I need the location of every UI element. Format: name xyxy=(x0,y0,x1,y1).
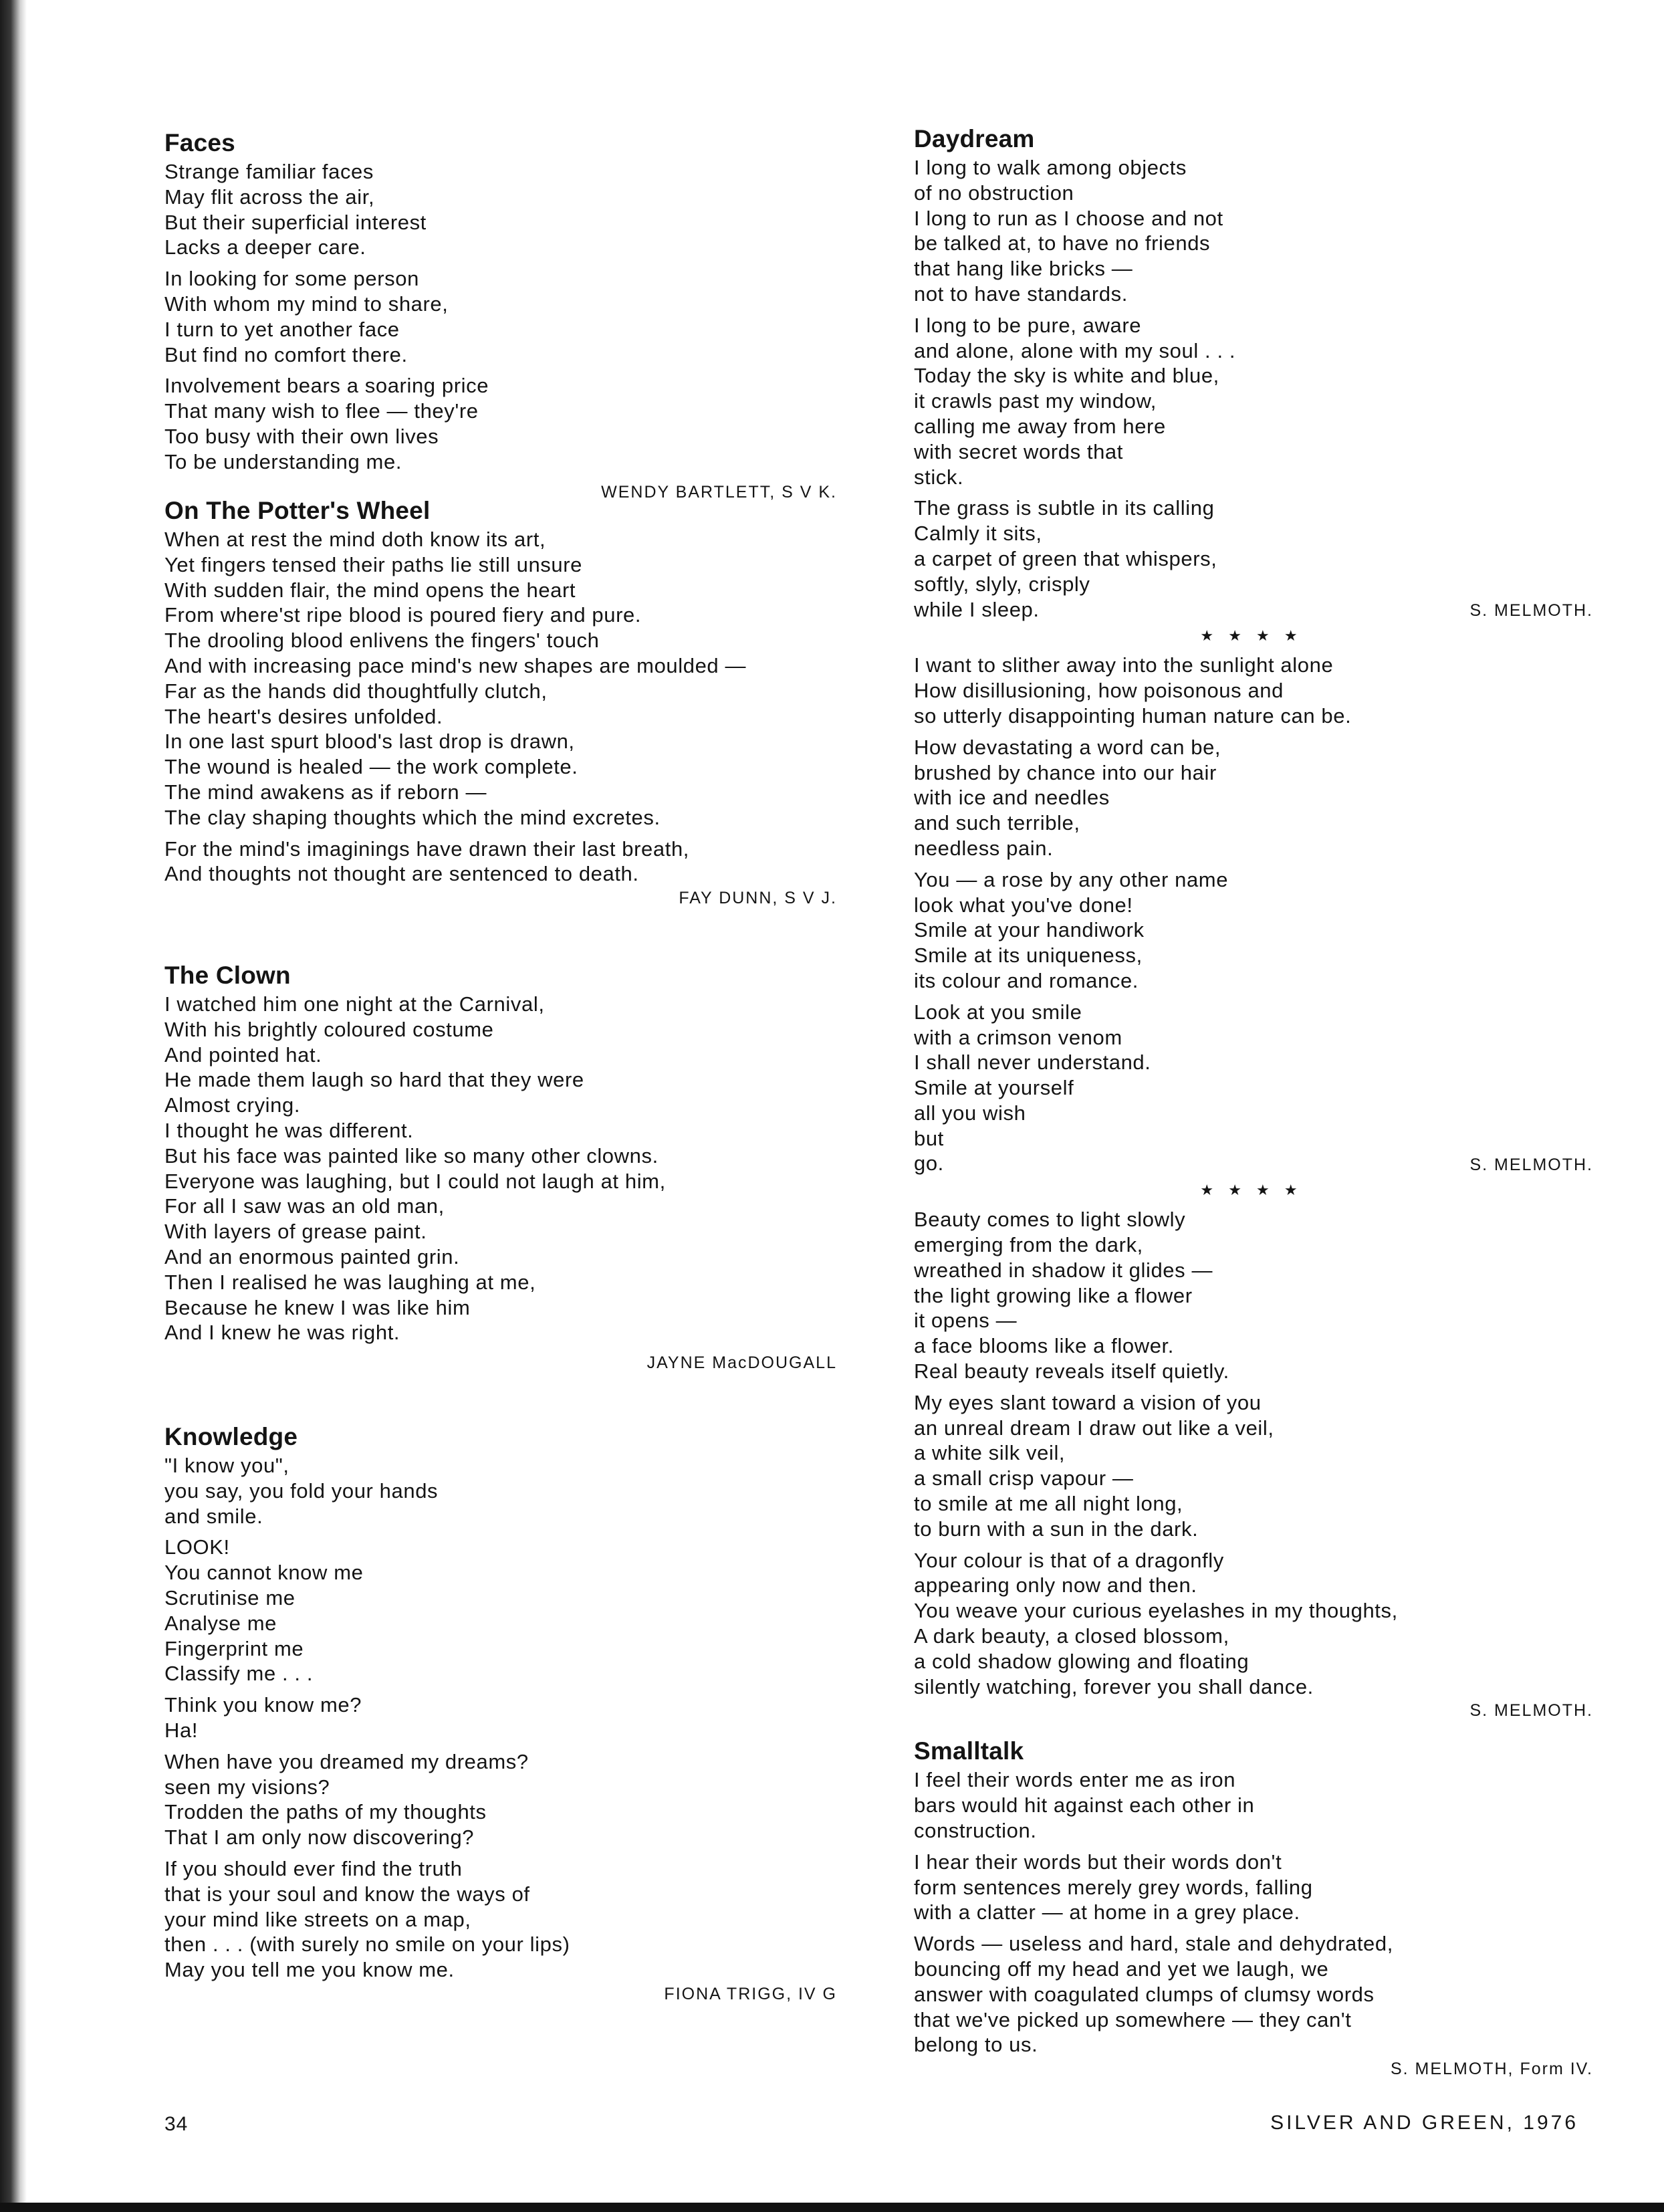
page-binding-shadow xyxy=(0,0,27,2212)
poem-line: LOOK! xyxy=(164,1535,230,1559)
poem-line: "I know you", xyxy=(164,1454,289,1477)
poem-line: and alone, alone with my soul . . . xyxy=(914,338,1236,362)
poem-author: S. MELMOTH, Form IV. xyxy=(1390,2060,1593,2079)
poem-line: look what you've done! xyxy=(914,893,1133,917)
poem-author: S. MELMOTH. xyxy=(1469,1701,1593,1721)
poem-line: that is your soul and know the ways of xyxy=(164,1882,530,1906)
poem-line: My eyes slant toward a vision of you xyxy=(914,1390,1262,1414)
poem-line: May you tell me you know me. xyxy=(164,1958,455,1982)
poem-line: not to have standards. xyxy=(914,282,1128,306)
page-number: 34 xyxy=(164,2113,189,2135)
stanza xyxy=(914,1000,1593,1177)
stanza xyxy=(914,1931,1589,2058)
poem-line: Classify me . . . xyxy=(164,1662,314,1686)
poem-line: with ice and needles xyxy=(914,786,1110,810)
poem-line: a carpet of green that whispers, xyxy=(914,546,1217,570)
stanza xyxy=(914,1850,1589,1925)
poem-line: In one last spurt blood's last drop is drawn, xyxy=(164,730,575,754)
poem-line: You weave your curious eyelashes in my thoughts, xyxy=(914,1599,1398,1623)
poem-line: Scrutinise me xyxy=(164,1585,295,1610)
poem-line: With sudden flair, the mind opens the heart xyxy=(164,578,576,602)
poem-line: Far as the hands did thoughtfully clutch, xyxy=(164,679,548,703)
poem-line: But their superficial interest xyxy=(164,210,427,234)
poem-line: with a crimson venom xyxy=(914,1025,1122,1049)
poem-line: With layers of grease paint. xyxy=(164,1220,427,1244)
poem-line: You cannot know me xyxy=(164,1561,364,1585)
stanza xyxy=(914,313,1589,490)
poem-line: That I am only now discovering? xyxy=(164,1826,475,1850)
poem-title: Faces xyxy=(164,129,235,156)
poem-line: I hear their words but their words don't xyxy=(914,1850,1282,1874)
poem-line: answer with coagulated clumps of clumsy words xyxy=(914,1982,1375,2006)
poem-line: Everyone was laughing, but I could not laugh at him, xyxy=(164,1169,666,1193)
poem-title: On The Potter's Wheel xyxy=(164,497,431,524)
stanza xyxy=(164,1856,833,1983)
poem-line: I thought he was different. xyxy=(164,1118,414,1142)
poem-line: wreathed in shadow it glides — xyxy=(914,1258,1213,1282)
poem-the-clown xyxy=(164,961,837,1422)
poem-line: With whom my mind to share, xyxy=(164,292,449,316)
poem-line: Involvement bears a soaring price xyxy=(164,374,489,398)
poem-line: The drooling blood enlivens the fingers' touch xyxy=(164,629,600,653)
poem-line: I long to be pure, aware xyxy=(914,313,1142,337)
stanza xyxy=(164,1749,833,1850)
right-column xyxy=(914,124,1593,2080)
poem-line: That many wish to flee — they're xyxy=(164,399,479,423)
poem-line: Smile at its uniqueness, xyxy=(914,944,1143,968)
poem-line: Look at you smile xyxy=(914,1000,1082,1024)
poem-line: an unreal dream I draw out like a veil, xyxy=(914,1416,1274,1440)
poem-line: From where'st ripe blood is poured fiery and pure. xyxy=(164,603,642,627)
poem-line: Beauty comes to light slowly xyxy=(914,1208,1186,1232)
poem-line: Strange familiar faces xyxy=(164,160,374,183)
poem-line: The wound is healed — the work complete. xyxy=(164,755,578,779)
poem-line: Think you know me? xyxy=(164,1693,362,1717)
stanza xyxy=(914,495,1593,622)
stanza xyxy=(914,1548,1589,1700)
poem-untitled-1 xyxy=(914,653,1593,1176)
poem-line: When have you dreamed my dreams? xyxy=(164,1749,529,1773)
poem-line: your mind like streets on a map, xyxy=(164,1907,471,1931)
stanza xyxy=(914,1767,1589,1843)
poem-title: Knowledge xyxy=(164,1423,298,1450)
page-bottom-edge xyxy=(0,2203,1664,2212)
poem-line: to smile at me all night long, xyxy=(914,1492,1183,1516)
poem-line: a white silk veil, xyxy=(914,1441,1066,1465)
poem-line: belong to us. xyxy=(914,2033,1038,2057)
stanza xyxy=(914,1207,1589,1384)
poem-line: How devastating a word can be, xyxy=(914,735,1221,759)
poem-author: FIONA TRIGG, IV G xyxy=(664,1984,837,2003)
poem-line: Real beauty reveals itself quietly. xyxy=(914,1359,1229,1384)
left-column xyxy=(164,128,837,2005)
poem-line: Because he knew I was like him xyxy=(164,1295,471,1319)
poem-line: I watched him one night at the Carnival, xyxy=(164,992,545,1016)
poem-author: S. MELMOTH. xyxy=(1469,601,1593,621)
poem-author: FAY DUNN, S V J. xyxy=(679,889,837,908)
poem-line: its colour and romance. xyxy=(914,968,1139,992)
poem-title: Daydream xyxy=(914,125,1035,152)
stanza xyxy=(914,1390,1589,1542)
poem-line: A dark beauty, a closed blossom, xyxy=(914,1624,1229,1648)
poem-line: a small crisp vapour — xyxy=(914,1466,1134,1490)
poem-line: With his brightly coloured costume xyxy=(164,1017,494,1041)
poem-line: bars would hit against each other in xyxy=(914,1793,1255,1817)
poem-author: JAYNE MacDOUGALL xyxy=(646,1353,837,1373)
poem-author: WENDY BARTLETT, S V K. xyxy=(601,482,837,502)
poem-line: and such terrible, xyxy=(914,811,1080,835)
poem-knowledge xyxy=(164,1422,837,2005)
stanza xyxy=(164,837,833,887)
poem-line: The mind awakens as if reborn — xyxy=(164,780,487,804)
poem-line: needless pain. xyxy=(914,836,1054,860)
poem-line: softly, slyly, crisply xyxy=(914,572,1090,596)
section-separator: ★ ★ ★ ★ xyxy=(1200,1182,1303,1199)
poem-line: you say, you fold your hands xyxy=(164,1478,439,1503)
poem-line: appearing only now and then. xyxy=(914,1573,1197,1597)
poem-line: be talked at, to have no friends xyxy=(914,231,1211,255)
stanza xyxy=(914,155,1589,307)
publication-footer: SILVER AND GREEN, 1976 xyxy=(1270,2112,1578,2134)
section-separator: ★ ★ ★ ★ xyxy=(1200,627,1303,645)
poem-line: And pointed hat. xyxy=(164,1042,322,1067)
poem-line: it crawls past my window, xyxy=(914,389,1157,413)
poem-line: but xyxy=(914,1126,944,1150)
poem-line: And an enormous painted grin. xyxy=(164,1244,460,1268)
poem-line: And thoughts not thought are sentenced to death. xyxy=(164,862,639,886)
poem-line: The grass is subtle in its calling xyxy=(914,496,1215,520)
poem-line: Words — useless and hard, stale and dehydrated, xyxy=(914,1932,1393,1956)
poem-line: construction. xyxy=(914,1819,1037,1843)
poem-line: seen my visions? xyxy=(164,1775,330,1799)
poem-title: Smalltalk xyxy=(914,1737,1024,1765)
poem-line: silently watching, forever you shall dance. xyxy=(914,1674,1314,1698)
poem-line: Ha! xyxy=(164,1718,199,1742)
poem-line: In looking for some person xyxy=(164,267,419,291)
poem-faces xyxy=(164,128,837,502)
poem-potters-wheel xyxy=(164,496,837,961)
poem-line: form sentences merely grey words, falling xyxy=(914,1875,1313,1899)
poem-smalltalk xyxy=(914,1737,1593,2080)
poem-line: Today the sky is white and blue, xyxy=(914,364,1219,388)
poem-line: For all I saw was an old man, xyxy=(164,1194,445,1218)
poem-line: The clay shaping thoughts which the mind excretes. xyxy=(164,805,661,829)
poem-line: The heart's desires unfolded. xyxy=(164,704,443,728)
poem-line: I shall never understand. xyxy=(914,1050,1151,1075)
poem-line: I turn to yet another face xyxy=(164,317,400,341)
poem-line: of no obstruction xyxy=(914,181,1074,205)
poem-line: Lacks a deeper care. xyxy=(164,235,366,259)
poem-line: a face blooms like a flower. xyxy=(914,1334,1174,1358)
poem-line: Too busy with their own lives xyxy=(164,424,439,448)
stanza xyxy=(164,1453,833,1529)
stanza xyxy=(164,373,833,474)
poem-line: the light growing like a flower xyxy=(914,1283,1193,1307)
poem-title: The Clown xyxy=(164,962,291,989)
poem-line: Trodden the paths of my thoughts xyxy=(164,1800,487,1824)
poem-line: Smile at yourself xyxy=(914,1076,1074,1100)
stanza xyxy=(164,159,833,260)
stanza xyxy=(164,527,833,831)
poem-line: so utterly disappointing human nature can be. xyxy=(914,703,1352,728)
stanza xyxy=(914,735,1589,861)
poem-line: then . . . (with surely no smile on your lips) xyxy=(164,1932,570,1957)
poem-line: and smile. xyxy=(164,1504,263,1528)
poem-line: Smile at your handiwork xyxy=(914,918,1145,942)
poem-line: go. xyxy=(914,1151,944,1176)
poem-line: I feel their words enter me as iron xyxy=(914,1768,1236,1792)
poem-line: I want to slither away into the sunlight alone xyxy=(914,653,1334,677)
poem-line: I long to walk among objects xyxy=(914,156,1187,179)
poem-line: while I sleep. xyxy=(914,597,1040,621)
poem-line: bouncing off my head and yet we laugh, we xyxy=(914,1957,1329,1981)
stanza xyxy=(164,1692,833,1743)
poem-line: it opens — xyxy=(914,1309,1018,1333)
stanza xyxy=(914,867,1589,994)
stanza xyxy=(164,1535,833,1686)
poem-author: S. MELMOTH. xyxy=(1469,1155,1593,1175)
poem-line: stick. xyxy=(914,465,964,489)
poem-line: all you wish xyxy=(914,1101,1026,1125)
poem-line: He made them laugh so hard that they were xyxy=(164,1068,584,1092)
poem-line: Your colour is that of a dragonfly xyxy=(914,1548,1224,1572)
poem-daydream xyxy=(914,124,1593,622)
poem-line: calling me away from here xyxy=(914,414,1166,438)
poem-line: emerging from the dark, xyxy=(914,1233,1143,1257)
poem-line: Calmly it sits, xyxy=(914,522,1042,546)
poem-line: that hang like bricks — xyxy=(914,257,1133,281)
poem-line: Yet fingers tensed their paths lie still unsure xyxy=(164,552,583,576)
poem-line: And with increasing pace mind's new shapes are moulded — xyxy=(164,653,747,677)
poem-line: with a clatter — at home in a grey place. xyxy=(914,1900,1300,1924)
poem-line: Fingerprint me xyxy=(164,1636,304,1660)
poem-line: I long to run as I choose and not xyxy=(914,206,1223,230)
stanza xyxy=(164,266,833,367)
poem-line: To be understanding me. xyxy=(164,449,402,473)
poem-line: Almost crying. xyxy=(164,1093,301,1117)
stanza xyxy=(914,653,1589,728)
stanza xyxy=(164,992,833,1345)
poem-line: to burn with a sun in the dark. xyxy=(914,1517,1199,1541)
poem-line: brushed by chance into our hair xyxy=(914,760,1217,784)
poem-line: For the mind's imaginings have drawn their last breath, xyxy=(164,837,690,861)
poem-line: May flit across the air, xyxy=(164,185,375,209)
poem-line: When at rest the mind doth know its art, xyxy=(164,528,546,551)
poem-line: Analyse me xyxy=(164,1611,277,1635)
poem-line: You — a rose by any other name xyxy=(914,867,1229,891)
poem-line: But his face was painted like so many other clowns. xyxy=(164,1143,659,1168)
poem-line: And I knew he was right. xyxy=(164,1321,400,1345)
poem-line: If you should ever find the truth xyxy=(164,1856,463,1880)
poem-line: But find no comfort there. xyxy=(164,342,408,366)
poem-untitled-2 xyxy=(914,1207,1593,1722)
poem-line: Then I realised he was laughing at me, xyxy=(164,1270,536,1294)
poem-line: that we've picked up somewhere — they can't xyxy=(914,2007,1352,2031)
poem-line: with secret words that xyxy=(914,439,1123,463)
poem-line: How disillusioning, how poisonous and xyxy=(914,679,1284,703)
poem-line: a cold shadow glowing and floating xyxy=(914,1649,1250,1673)
